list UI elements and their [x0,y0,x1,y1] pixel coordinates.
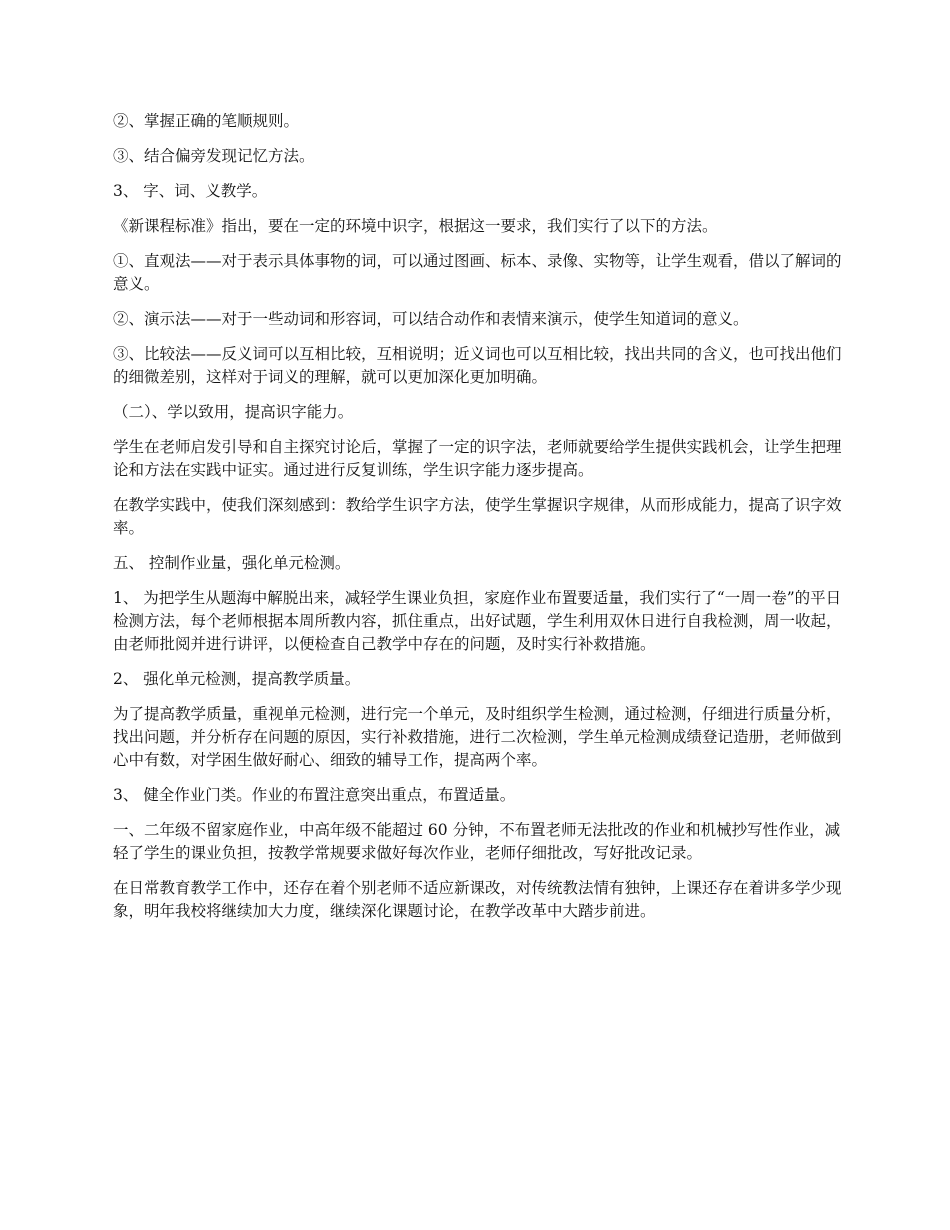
heading-control-homework: 五、 控制作业量，强化单元检测。 [113,554,351,572]
paragraph-homework-limits: 一、二年级不留家庭作业，中高年级不能超过 60 分钟，不布置老师无法批改的作业和机械抄写性作业，减轻了学生的课业负担，按教学常规要求做好每次作业，老师仔细批改，写好批改记录。 [113,821,841,862]
paragraph-teaching-practice: 在教学实践中，使我们深刻感到：教给学生识字方法，使学生掌握识字规律，从而形成能力，提高了识字效率。 [113,496,842,537]
document-body [113,110,843,935]
paragraph-weekly-test: 1、 为把学生从题海中解脱出来，减轻学生课业负担，家庭作业布置要适量，我们实行了“一周一卷”的平日检测方法，每个老师根据本周所教内容，抓住重点，出好试题，学生利用双休日进行自我检测，周一收起，由老师批阅并进行讲评，以便检查自己教学中存在的问题，及时实行补救措施。 [113,589,842,653]
heading-homework-categories: 3、 健全作业门类。作业的布置注意突出重点，布置适量。 [113,786,516,804]
heading-apply-learning: （二）、学以致用，提高识字能力。 [113,403,354,421]
heading-word-teaching: 3、 字、词、义教学。 [113,182,268,200]
paragraph-comparison-method: ③、比较法——反义词可以互相比较，互相说明；近义词也可以互相比较，找出共同的含义，也可找出他们的细微差别，这样对于词义的理解，就可以更加深化更加明确。 [113,345,842,386]
paragraph-stroke-order: ②、掌握正确的笔顺规则。 [113,112,300,130]
paragraph-practice-opportunity: 学生在老师启发引导和自主探究讨论后，掌握了一定的识字法，老师就要给学生提供实践机会，让学生把理论和方法在实践中证实。通过进行反复训练，学生识字能力逐步提高。 [113,438,842,479]
heading-unit-test: 2、 强化单元检测，提高教学质量。 [113,670,361,688]
paragraph-intuitive-method: ①、直观法——对于表示具体事物的词，可以通过图画、标本、录像、实物等，让学生观看，借以了解词的意义。 [113,252,842,293]
paragraph-demonstration-method: ②、演示法——对于一些动词和形容词，可以结合动作和表情来演示，使学生知道词的意义。 [113,310,749,328]
paragraph-curriculum-standard: 《新课程标准》指出，要在一定的环境中识字，根据这一要求，我们实行了以下的方法。 [113,217,718,235]
paragraph-quality-analysis: 为了提高教学质量，重视单元检测，进行完一个单元，及时组织学生检测，通过检测，仔细进行质量分析，找出问题，并分析存在问题的原因，实行补救措施，进行二次检测，学生单元检测成绩登记造册，老师做到心中有数，对学困生做好耐心、细致的辅导工作，提高两个率。 [113,705,842,769]
paragraph-conclusion: 在日常教育教学工作中，还存在着个别老师不适应新课改，对传统教法情有独钟，上课还存在着讲多学少现象，明年我校将继续加大力度，继续深化课题讨论，在教学改革中大踏步前进。 [113,879,842,920]
paragraph-radical-memory: ③、结合偏旁发现记忆方法。 [113,147,315,165]
